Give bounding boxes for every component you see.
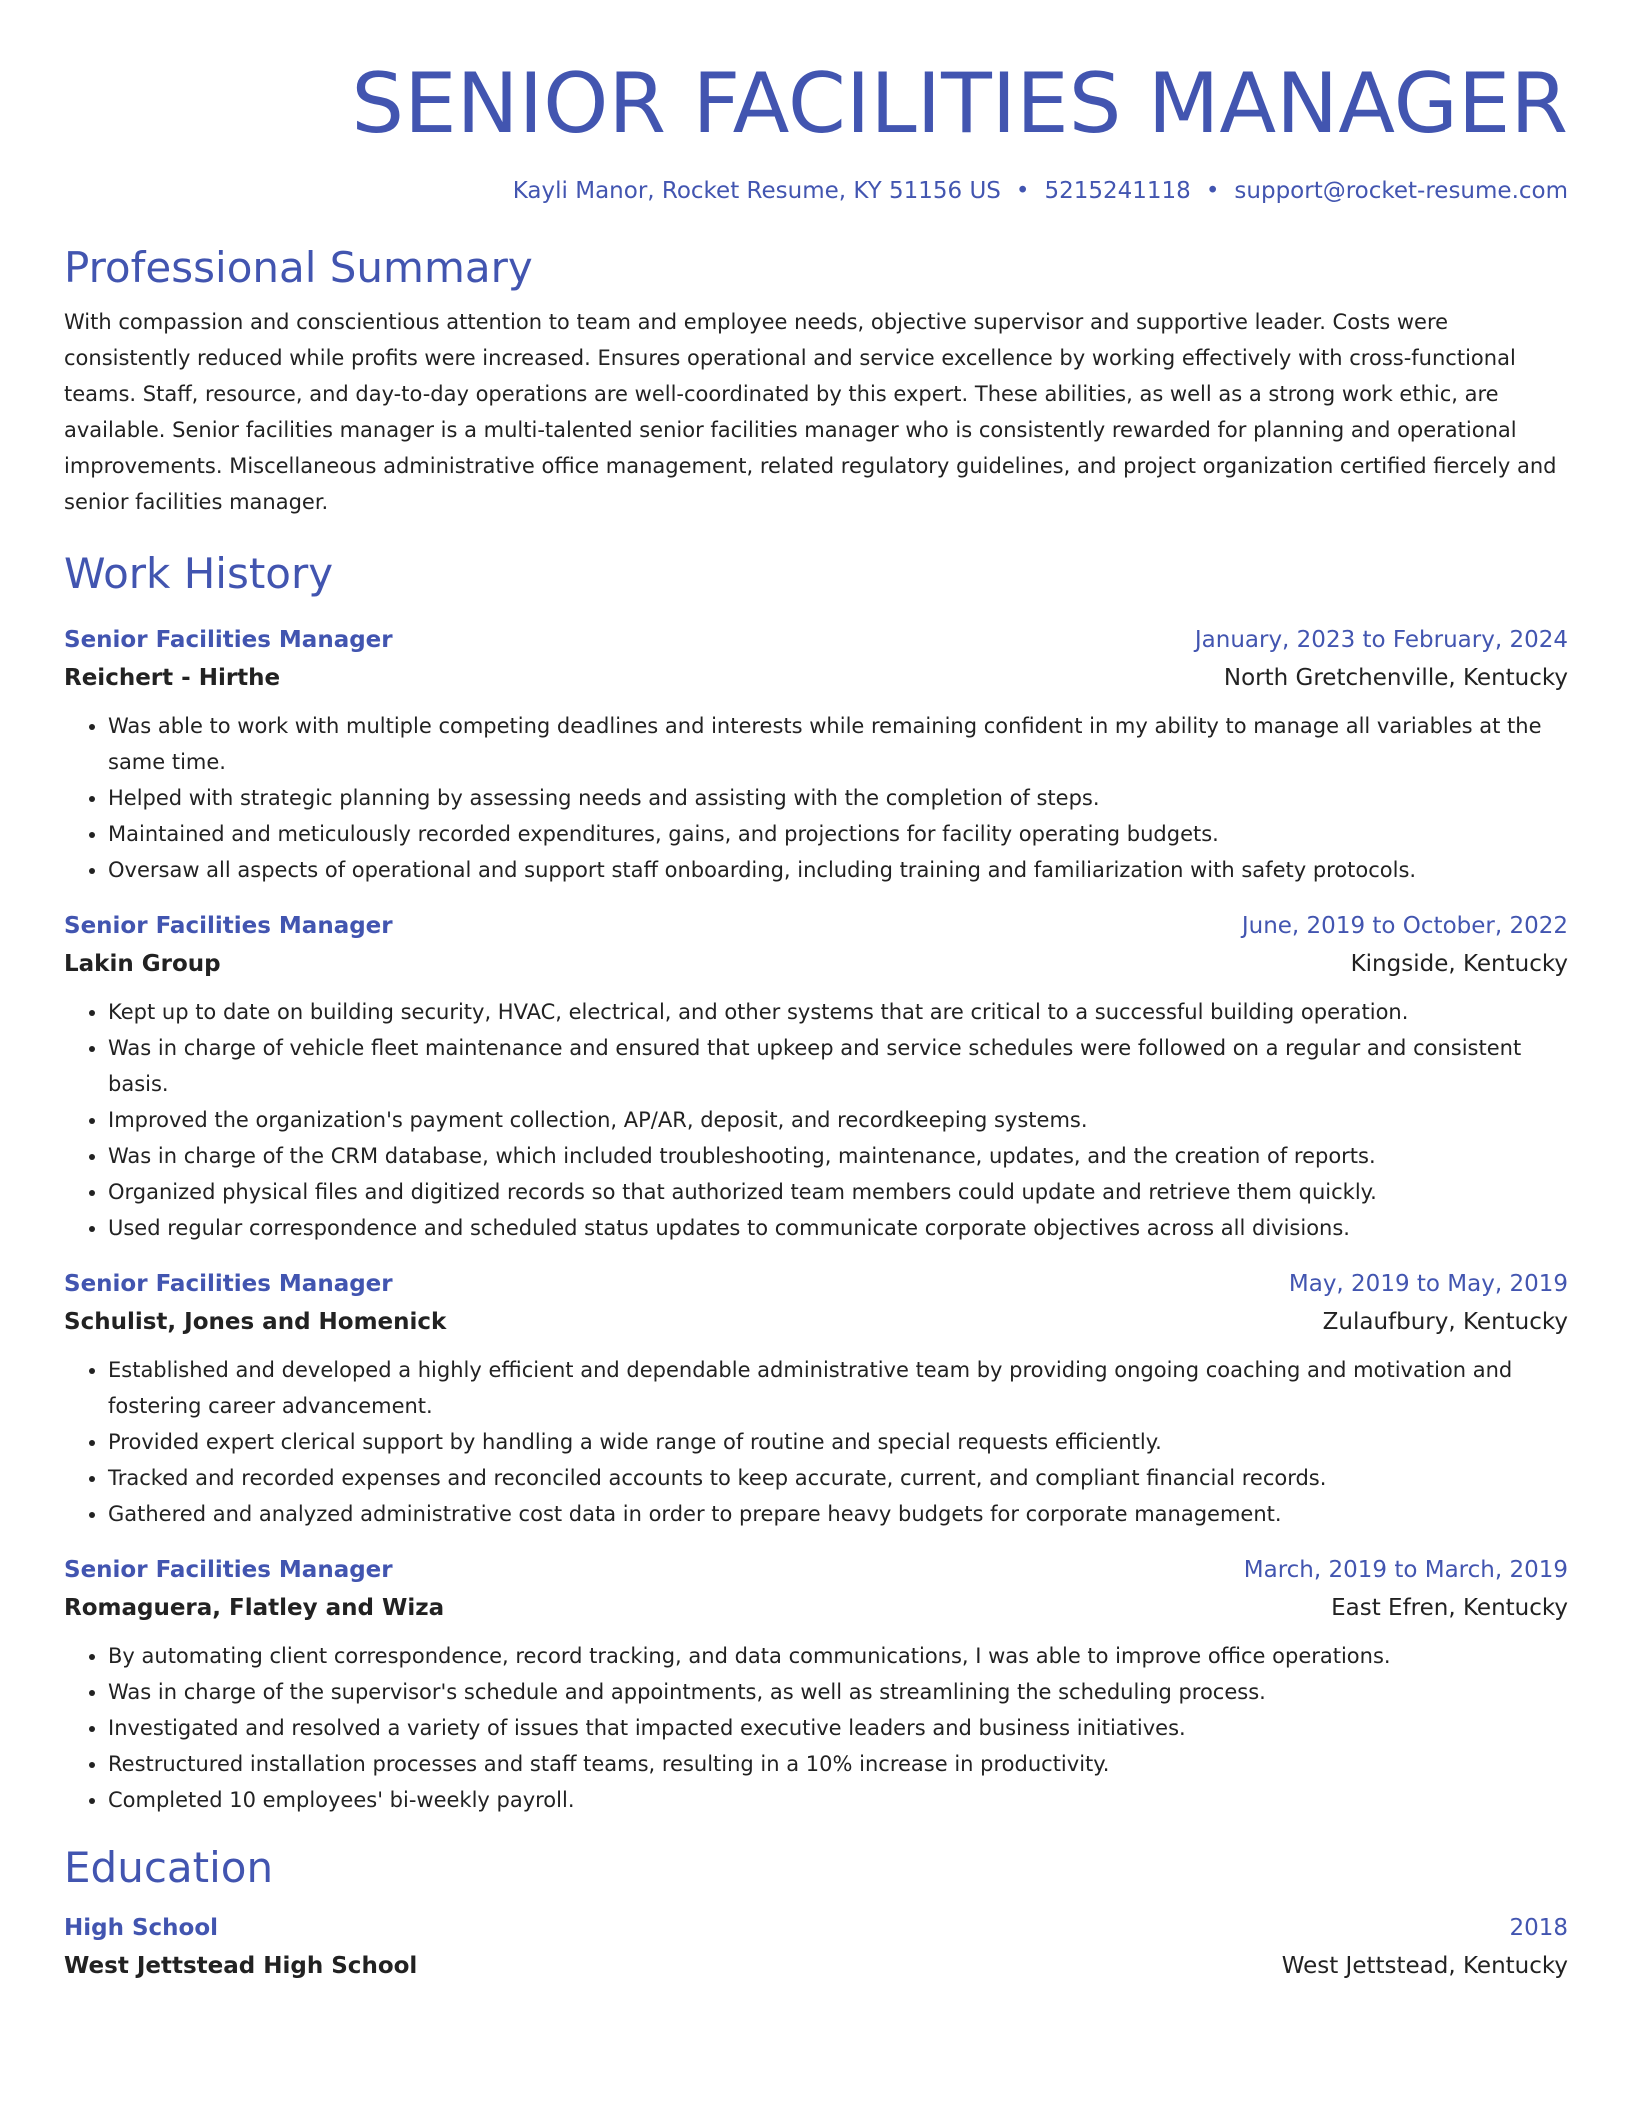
job-entry bbox=[64, 1266, 1568, 1532]
work-history-heading: Work History bbox=[64, 549, 334, 598]
job-entry bbox=[64, 908, 1568, 1246]
job-bullets bbox=[64, 1638, 1568, 1818]
bullet-item: • By automating client correspondence, record tracking, and data communications, I was able to improve office operations. bbox=[108, 1638, 1568, 1674]
resume-name: SENIOR FACILITIES MANAGER bbox=[351, 55, 1568, 152]
job-dates: March, 2019 to March, 2019 bbox=[1243, 1557, 1568, 1583]
bullet-item: • Was in charge of the supervisor's schedule and appointments, as well as streamlining the scheduling process. bbox=[108, 1674, 1568, 1710]
education-header-row bbox=[64, 1910, 1568, 1946]
job-header-row bbox=[64, 1266, 1568, 1302]
contact-email: support@rocket-resume.com bbox=[1234, 178, 1568, 204]
contact-address: Kayli Manor, Rocket Resume, KY 51156 US bbox=[512, 178, 1001, 204]
job-location: North Gretchenville, Kentucky bbox=[1223, 665, 1568, 691]
bullet-item: • Gathered and analyzed administrative cost data in order to prepare heavy budgets for corporate management. bbox=[108, 1496, 1568, 1532]
company-name: Lakin Group bbox=[64, 951, 221, 977]
job-entry bbox=[64, 1552, 1568, 1818]
job-entry bbox=[64, 622, 1568, 888]
work-history-list bbox=[64, 622, 1568, 1818]
job-bullets bbox=[64, 708, 1568, 888]
contact-separator: • bbox=[1205, 178, 1220, 204]
bullet-item: • Maintained and meticulously recorded expenditures, gains, and projections for facility operating budgets. bbox=[108, 816, 1568, 852]
education-school-row bbox=[64, 1946, 1568, 1986]
education-heading: Education bbox=[64, 1843, 274, 1892]
job-dates: June, 2019 to October, 2022 bbox=[1241, 913, 1568, 939]
job-header-row bbox=[64, 1552, 1568, 1588]
bullet-item: • Tracked and recorded expenses and reconciled accounts to keep accurate, current, and compliant financial records. bbox=[108, 1460, 1568, 1496]
contact-separator: • bbox=[1015, 178, 1030, 204]
bullet-item: • Used regular correspondence and scheduled status updates to communicate corporate objectives across all divisions. bbox=[108, 1210, 1568, 1246]
job-location: East Efren, Kentucky bbox=[1331, 1595, 1568, 1621]
contact-line bbox=[64, 176, 1568, 206]
job-header-row bbox=[64, 908, 1568, 944]
graduation-year: 2018 bbox=[1509, 1915, 1568, 1941]
job-company-row bbox=[64, 1302, 1568, 1342]
job-location: Kingside, Kentucky bbox=[1350, 951, 1568, 977]
bullet-item: • Completed 10 employees' bi-weekly payroll. bbox=[108, 1782, 1568, 1818]
job-dates: January, 2023 to February, 2024 bbox=[1194, 627, 1568, 653]
school-location: West Jettstead, Kentucky bbox=[1281, 1953, 1568, 1979]
resume-header bbox=[64, 48, 1568, 206]
job-title: Senior Facilities Manager bbox=[64, 913, 393, 939]
job-company-row bbox=[64, 944, 1568, 984]
job-title: Senior Facilities Manager bbox=[64, 627, 393, 653]
school-name: West Jettstead High School bbox=[64, 1953, 418, 1979]
bullet-item: • Was in charge of vehicle fleet maintenance and ensured that upkeep and service schedules were followed on a regular and consistent basis. bbox=[108, 1030, 1568, 1102]
education-entry bbox=[64, 1910, 1568, 1986]
bullet-item: • Kept up to date on building security, HVAC, electrical, and other systems that are critical to a successful building operation. bbox=[108, 994, 1568, 1030]
bullet-item: • Investigated and resolved a variety of issues that impacted executive leaders and business initiatives. bbox=[108, 1710, 1568, 1746]
job-title: Senior Facilities Manager bbox=[64, 1557, 393, 1583]
job-header-row bbox=[64, 622, 1568, 658]
bullet-item: • Oversaw all aspects of operational and support staff onboarding, including training and familiarization with safety protocols. bbox=[108, 852, 1568, 888]
job-company-row bbox=[64, 658, 1568, 698]
bullet-item: • Helped with strategic planning by assessing needs and assisting with the completion of steps. bbox=[108, 780, 1568, 816]
job-title: Senior Facilities Manager bbox=[64, 1271, 393, 1297]
bullet-item: • Was in charge of the CRM database, which included troubleshooting, maintenance, updates, and the creation of reports. bbox=[108, 1138, 1568, 1174]
bullet-item: • Provided expert clerical support by handling a wide range of routine and special requests efficiently. bbox=[108, 1424, 1568, 1460]
bullet-item: • Organized physical files and digitized records so that authorized team members could update and retrieve them quickly. bbox=[108, 1174, 1568, 1210]
company-name: Schulist, Jones and Homenick bbox=[64, 1309, 447, 1335]
bullet-item: • Restructured installation processes and staff teams, resulting in a 10% increase in productivity. bbox=[108, 1746, 1568, 1782]
company-name: Romaguera, Flatley and Wiza bbox=[64, 1595, 445, 1621]
summary-text: With compassion and conscientious attention to team and employee needs, objective supervisor and supportive leader. Costs were consistently reduced while profits were increased. Ensures operational and service excellence by working effectively with cross-functional teams. Staff, resource, and day-to-day operations are well-coordinated by this expert. These abilities, as well as a strong work ethic, are available. Senior facilities manager is a multi-talented senior facilities manager who is consistently rewarded for planning and operational improvements. Miscellaneous administrative office management, related regulatory guidelines, and project organization certified fiercely and senior facilities manager. bbox=[64, 310, 1557, 514]
job-bullets bbox=[64, 994, 1568, 1246]
job-bullets bbox=[64, 1352, 1568, 1532]
resume-page bbox=[64, 48, 1568, 1986]
degree: High School bbox=[64, 1915, 219, 1941]
bullet-item: • Was able to work with multiple competing deadlines and interests while remaining confident in my ability to manage all variables at the same time. bbox=[108, 708, 1568, 780]
job-dates: May, 2019 to May, 2019 bbox=[1288, 1271, 1568, 1297]
job-company-row bbox=[64, 1588, 1568, 1628]
bullet-item: • Improved the organization's payment collection, AP/AR, deposit, and recordkeeping systems. bbox=[108, 1102, 1568, 1138]
education-list bbox=[64, 1910, 1568, 1986]
bullet-item: • Established and developed a highly efficient and dependable administrative team by providing ongoing coaching and motivation and fostering career advancement. bbox=[108, 1352, 1568, 1424]
job-location: Zulaufbury, Kentucky bbox=[1322, 1309, 1568, 1335]
contact-phone: 5215241118 bbox=[1044, 178, 1191, 204]
company-name: Reichert - Hirthe bbox=[64, 665, 281, 691]
summary-heading: Professional Summary bbox=[64, 243, 533, 292]
